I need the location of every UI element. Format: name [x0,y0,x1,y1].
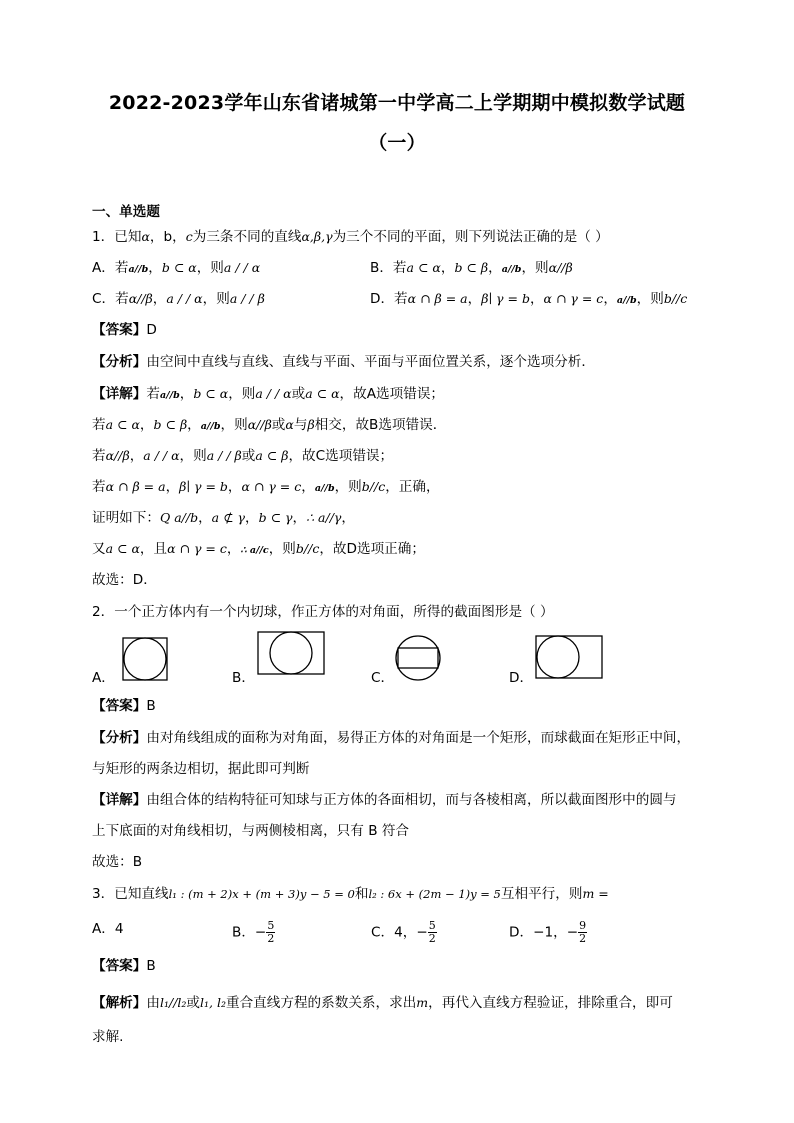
q2-option-a-label: A． [92,670,115,686]
q3-answer: 【答案】B [92,958,156,974]
q3-option-c: C．4，− $\frac{5}{2}$ [371,919,436,945]
q3-option-a: A．4 [92,921,124,937]
q1-stem: 1．已知α，b，c为三条不同的直线α,β,γ为三个不同的平面，则下列说法正确的是（ ） [92,229,609,245]
fraction: $\frac{5}{2}$ [428,919,436,945]
q3-stem: 3．已知直线l₁ : (m + 2)x + (m + 3)y − 5 = 0和l₂ : 6x + (2m − 1)y = 5互相平行，则m = [92,886,609,902]
figure-c-circle [396,636,440,680]
q1-detail-line-3: 若α//β，a / / α，则a / / β或a ⊂ β，故C选项错误； [92,448,394,464]
q1-detail-line-6: 又a ⊂ α，且α ∩ γ = c，∴ a//c，则b//c，故D选项正确； [92,541,425,557]
q2-figure-a [122,637,170,683]
q2-option-b-label: B． [232,670,255,686]
fraction: $\frac{5}{2}$ [267,919,275,945]
q2-detail-line-2: 上下底面的对角线相切，与两侧棱相离，只有 B 符合 [92,823,410,839]
q1-choose: 故选：D． [92,572,157,588]
q1-detail-line-5: 证明如下：Q a//b，a ⊄ γ，b ⊂ γ，∴ a//γ， [92,510,355,526]
figure-b-rectangle [258,632,324,674]
page-title: 2022-2023学年山东省诸城第一中学高二上学期期中模拟数学试题 [108,92,686,114]
q2-stem: 2．一个正方体内有一个内切球，作正方体的对角面，所得的截面图形是（ ） [92,604,554,620]
figure-d-rectangle [536,636,602,678]
q1-detail-line-1: 【详解】若a//b，b ⊂ α，则a / / α或a ⊂ α，故A选项错误； [92,386,445,402]
q2-figure-b [257,631,327,677]
section-heading: 一、单选题 [92,204,160,220]
q1-answer: 【答案】D [92,322,157,338]
q1-detail-line-4: 若α ∩ β = a，β∣ γ = b，α ∩ γ = c，a//b，则b//c，正确， [92,479,440,495]
q2-option-d-label: D． [509,670,534,686]
figure-c-rectangle [398,648,438,668]
q1-option-c: C．若α//β，a / / α，则a / / β [92,291,265,307]
q2-answer: 【答案】B [92,698,156,714]
q2-option-c-label: C． [371,670,395,686]
q1-option-d: D．若α ∩ β = a，β∣ γ = b，α ∩ γ = c，a//b，则b//c [370,291,688,307]
page-subtitle: （一） [368,132,426,154]
figure-d-circle [537,636,579,678]
q1-detail-line-2: 若a ⊂ α，b ⊂ β，a//b，则α//β或α与β相交，故B选项错误． [92,417,447,433]
q2-figure-c [395,635,443,683]
q2-analysis-line-1: 【分析】由对角线组成的面称为对角面，易得正方体的对角面是一个矩形，而球截面在矩形正中间， [92,730,691,746]
figure-a-circle [124,638,166,680]
q3-analysis-line-1: 【解析】由l₁//l₂或l₁, l₂重合直线方程的系数关系，求出m，再代入直线方程验证，排除重合，即可 [92,995,673,1011]
q1-analysis: 【分析】由空间中直线与直线、直线与平面、平面与平面位置关系，逐个选项分析． [92,354,595,370]
q3-option-b: B．− $\frac{5}{2}$ [232,919,275,945]
figure-b-circle [270,632,312,674]
q3-option-d: D．−1，− $\frac{9}{2}$ [509,919,587,945]
q3-analysis-line-2: 求解. [92,1029,124,1045]
fraction: $\frac{9}{2}$ [579,919,587,945]
q1-option-a: A．若a//b，b ⊂ α，则a / / α [92,260,261,276]
q2-detail-line-1: 【详解】由组合体的结构特征可知球与正方体的各面相切，而与各棱相离，所以截面图形中的圆与 [92,792,677,808]
q2-figure-d [535,635,605,681]
q2-analysis-line-2: 与矩形的两条边相切，据此即可判断 [92,761,310,777]
q2-choose: 故选：B [92,854,143,870]
q1-option-b: B．若a ⊂ α，b ⊂ β，a//b，则α//β [370,260,573,276]
